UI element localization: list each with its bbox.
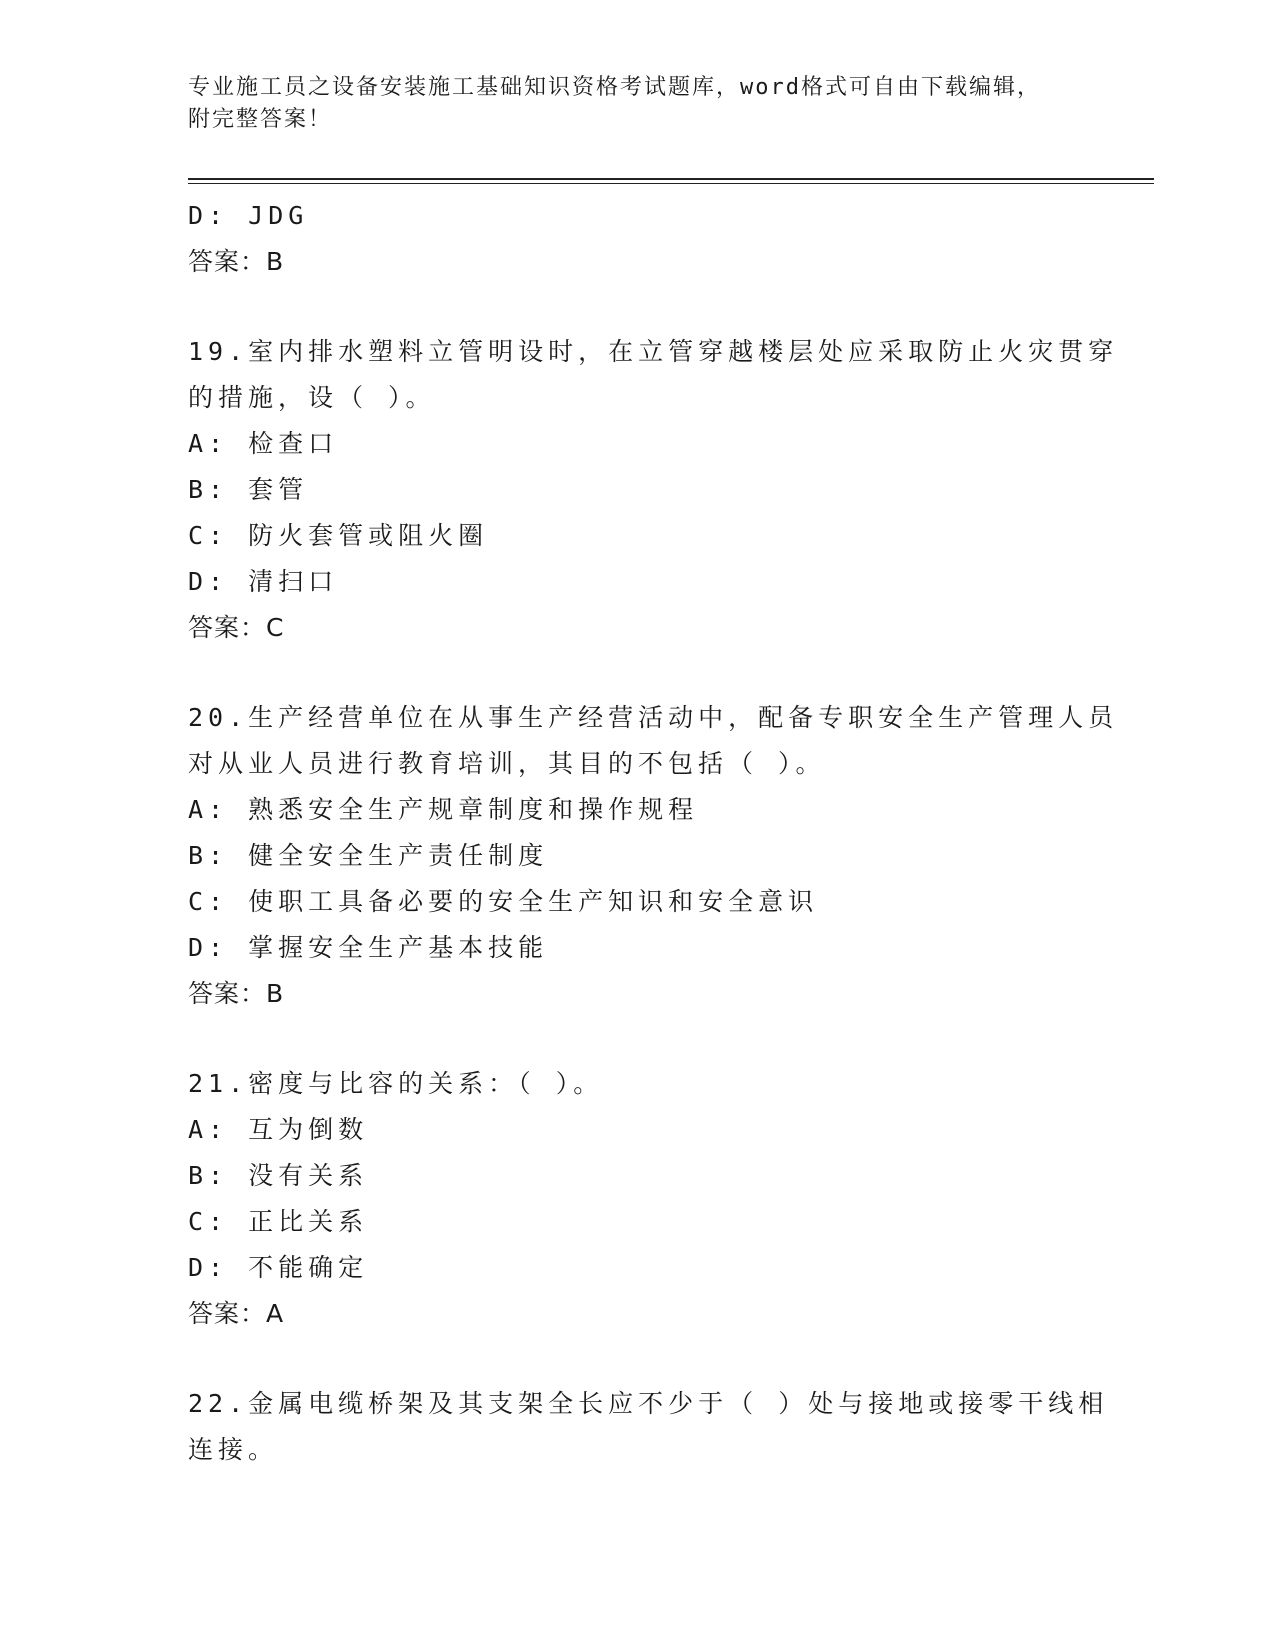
header-line-1: 专业施工员之设备安装施工基础知识资格考试题库，word格式可自由下载编辑， xyxy=(188,75,1041,100)
question-stem-cont: 对从业人员进行教育培训，其目的不包括（ ）。 xyxy=(188,749,826,778)
question-22 xyxy=(188,1381,1109,1473)
option-d: D: JDG xyxy=(188,201,309,230)
option-d: D: 清扫口 xyxy=(188,567,339,596)
option-a: A: 互为倒数 xyxy=(188,1115,369,1144)
option-a: A: 熟悉安全生产规章制度和操作规程 xyxy=(188,795,699,824)
option-b: B: 没有关系 xyxy=(188,1161,369,1190)
question-20 xyxy=(188,695,1119,1017)
question-stem: 21.密度与比容的关系：（ ）。 xyxy=(188,1069,604,1098)
question-stem: 19.室内排水塑料立管明设时，在立管穿越楼层处应采取防止火灾贯穿 xyxy=(188,337,1119,366)
header-rule-thick xyxy=(188,178,1154,180)
question-stem-cont: 连接。 xyxy=(188,1435,279,1464)
option-c: C: 防火套管或阻火圈 xyxy=(188,521,489,550)
question-21 xyxy=(188,1061,1088,1337)
previous-question-tail xyxy=(188,193,1088,285)
option-d: D: 掌握安全生产基本技能 xyxy=(188,933,549,962)
option-b: B: 套管 xyxy=(188,475,309,504)
header-rule-thin xyxy=(188,183,1154,184)
option-a: A: 检查口 xyxy=(188,429,339,458)
question-stem-cont: 的措施，设（ ）。 xyxy=(188,383,436,412)
answer-line: 答案：B xyxy=(188,247,285,276)
question-list xyxy=(188,193,1119,1473)
question-stem: 22.金属电缆桥架及其支架全长应不少于（ ）处与接地或接零干线相 xyxy=(188,1389,1109,1418)
header-line-2: 附完整答案！ xyxy=(188,107,333,132)
option-c: C: 正比关系 xyxy=(188,1207,369,1236)
answer-line: 答案：B xyxy=(188,979,285,1008)
answer-line: 答案：A xyxy=(188,1299,285,1328)
option-d: D: 不能确定 xyxy=(188,1253,369,1282)
question-stem: 20.生产经营单位在从事生产经营活动中，配备专职安全生产管理人员 xyxy=(188,703,1119,732)
option-b: B: 健全安全生产责任制度 xyxy=(188,841,549,870)
option-c: C: 使职工具备必要的安全生产知识和安全意识 xyxy=(188,887,819,916)
answer-line: 答案：C xyxy=(188,613,285,642)
page-header xyxy=(188,72,1088,136)
question-19 xyxy=(188,329,1119,651)
